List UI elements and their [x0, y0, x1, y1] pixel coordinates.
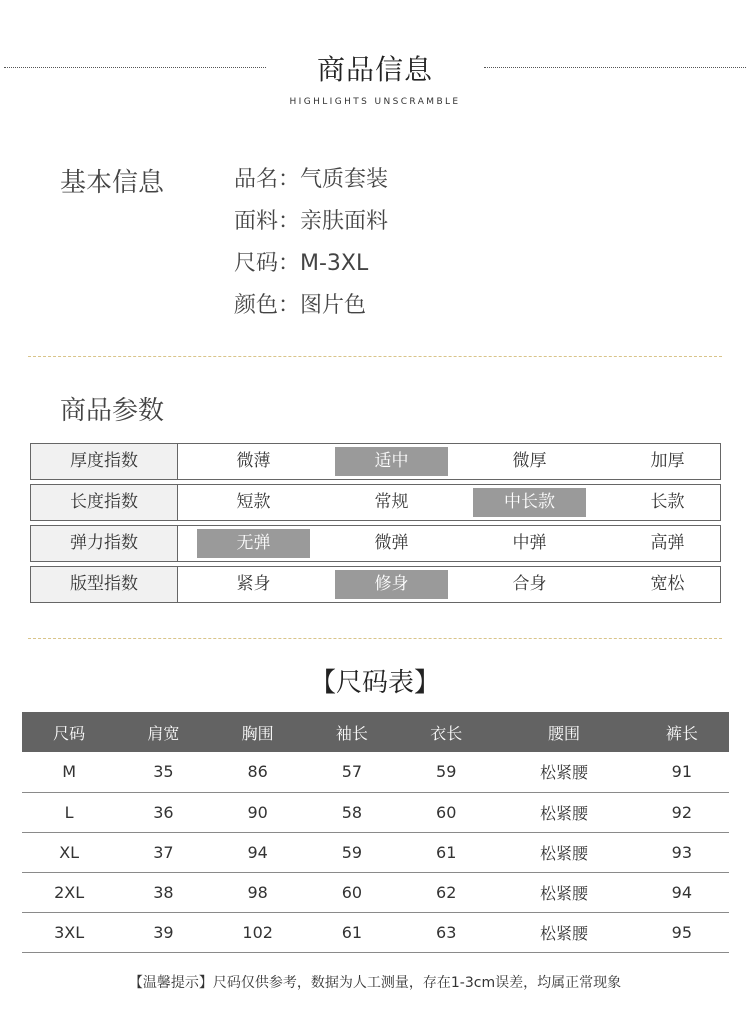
size-chart-header-cell: 衣长: [399, 712, 493, 752]
param-option-selected: 无弹: [197, 529, 310, 558]
page-title: 商品信息: [316, 53, 433, 86]
table-cell: XL: [22, 832, 116, 872]
page-subtitle: HIGHLIGHTS UNSCRAMBLE: [289, 97, 461, 107]
size-chart-title: 【尺码表】: [309, 668, 440, 698]
table-cell: 37: [116, 832, 210, 872]
size-chart-table: [22, 712, 729, 953]
table-cell: 63: [399, 912, 493, 952]
table-cell: 35: [116, 752, 210, 792]
param-name: 版型指数: [31, 567, 178, 602]
param-option-selected: 修身: [335, 570, 448, 599]
param-option: 微弹: [374, 533, 409, 553]
table-cell: 松紧腰: [493, 832, 634, 872]
size-chart-header-cell: 腰围: [493, 712, 634, 752]
table-cell: 102: [211, 912, 305, 952]
params-title: 商品参数: [60, 396, 165, 426]
section-divider: [28, 638, 722, 639]
size-chart-header-cell: 肩宽: [116, 712, 210, 752]
param-row: [30, 566, 721, 603]
table-cell: 91: [635, 752, 729, 792]
param-option: 紧身: [236, 574, 271, 594]
table-cell: 2XL: [22, 872, 116, 912]
param-option: 加厚: [650, 451, 685, 471]
param-option: 微厚: [512, 451, 547, 471]
basic-info-size: 尺码：M-3XL: [234, 251, 369, 276]
table-row: [22, 792, 729, 832]
table-cell: L: [22, 792, 116, 832]
table-cell: 95: [635, 912, 729, 952]
size-chart-header-cell: 袖长: [305, 712, 399, 752]
table-cell: 38: [116, 872, 210, 912]
param-row: [30, 525, 721, 562]
table-cell: 94: [635, 872, 729, 912]
section-divider: [28, 356, 722, 357]
param-name: 厚度指数: [31, 444, 178, 479]
page-header: [0, 48, 750, 118]
param-name: 长度指数: [31, 485, 178, 520]
table-cell: 60: [305, 872, 399, 912]
basic-info-label: 基本信息: [60, 168, 165, 198]
param-option: 合身: [512, 574, 547, 594]
param-name: 弹力指数: [31, 526, 178, 561]
table-cell: 94: [211, 832, 305, 872]
table-cell: 92: [635, 792, 729, 832]
table-cell: 3XL: [22, 912, 116, 952]
table-cell: 62: [399, 872, 493, 912]
table-cell: 61: [305, 912, 399, 952]
table-cell: 57: [305, 752, 399, 792]
param-option: 中弹: [512, 533, 547, 553]
basic-info-color: 颜色：图片色: [234, 293, 367, 318]
param-option: 常规: [374, 492, 409, 512]
param-option: 微薄: [236, 451, 271, 471]
size-chart-header-row: [22, 712, 729, 752]
table-row: [22, 752, 729, 792]
param-row: [30, 443, 721, 480]
table-row: [22, 912, 729, 952]
table-cell: 93: [635, 832, 729, 872]
table-cell: M: [22, 752, 116, 792]
table-cell: 松紧腰: [493, 752, 634, 792]
table-cell: 松紧腰: [493, 792, 634, 832]
size-chart-header-cell: 胸围: [211, 712, 305, 752]
table-cell: 39: [116, 912, 210, 952]
table-cell: 90: [211, 792, 305, 832]
table-cell: 59: [399, 752, 493, 792]
table-cell: 98: [211, 872, 305, 912]
param-option: 短款: [236, 492, 271, 512]
table-cell: 松紧腰: [493, 872, 634, 912]
param-option: 宽松: [650, 574, 685, 594]
param-option-selected: 中长款: [473, 488, 586, 517]
size-tip: 【温馨提示】尺码仅供参考，数据为人工测量，存在1-3cm误差，均属正常现象: [128, 975, 622, 991]
table-cell: 60: [399, 792, 493, 832]
size-chart-header-cell: 裤长: [635, 712, 729, 752]
table-row: [22, 832, 729, 872]
table-cell: 59: [305, 832, 399, 872]
param-row: [30, 484, 721, 521]
param-option: 高弹: [650, 533, 685, 553]
table-cell: 36: [116, 792, 210, 832]
basic-info-name: 品名：气质套装: [234, 167, 389, 192]
size-chart-header-cell: 尺码: [22, 712, 116, 752]
table-cell: 86: [211, 752, 305, 792]
basic-info-fabric: 面料：亲肤面料: [234, 209, 389, 234]
param-option-selected: 适中: [335, 447, 448, 476]
table-cell: 61: [399, 832, 493, 872]
basic-info-section: [0, 158, 750, 328]
table-row: [22, 872, 729, 912]
table-cell: 58: [305, 792, 399, 832]
param-option: 长款: [650, 492, 685, 512]
table-cell: 松紧腰: [493, 912, 634, 952]
